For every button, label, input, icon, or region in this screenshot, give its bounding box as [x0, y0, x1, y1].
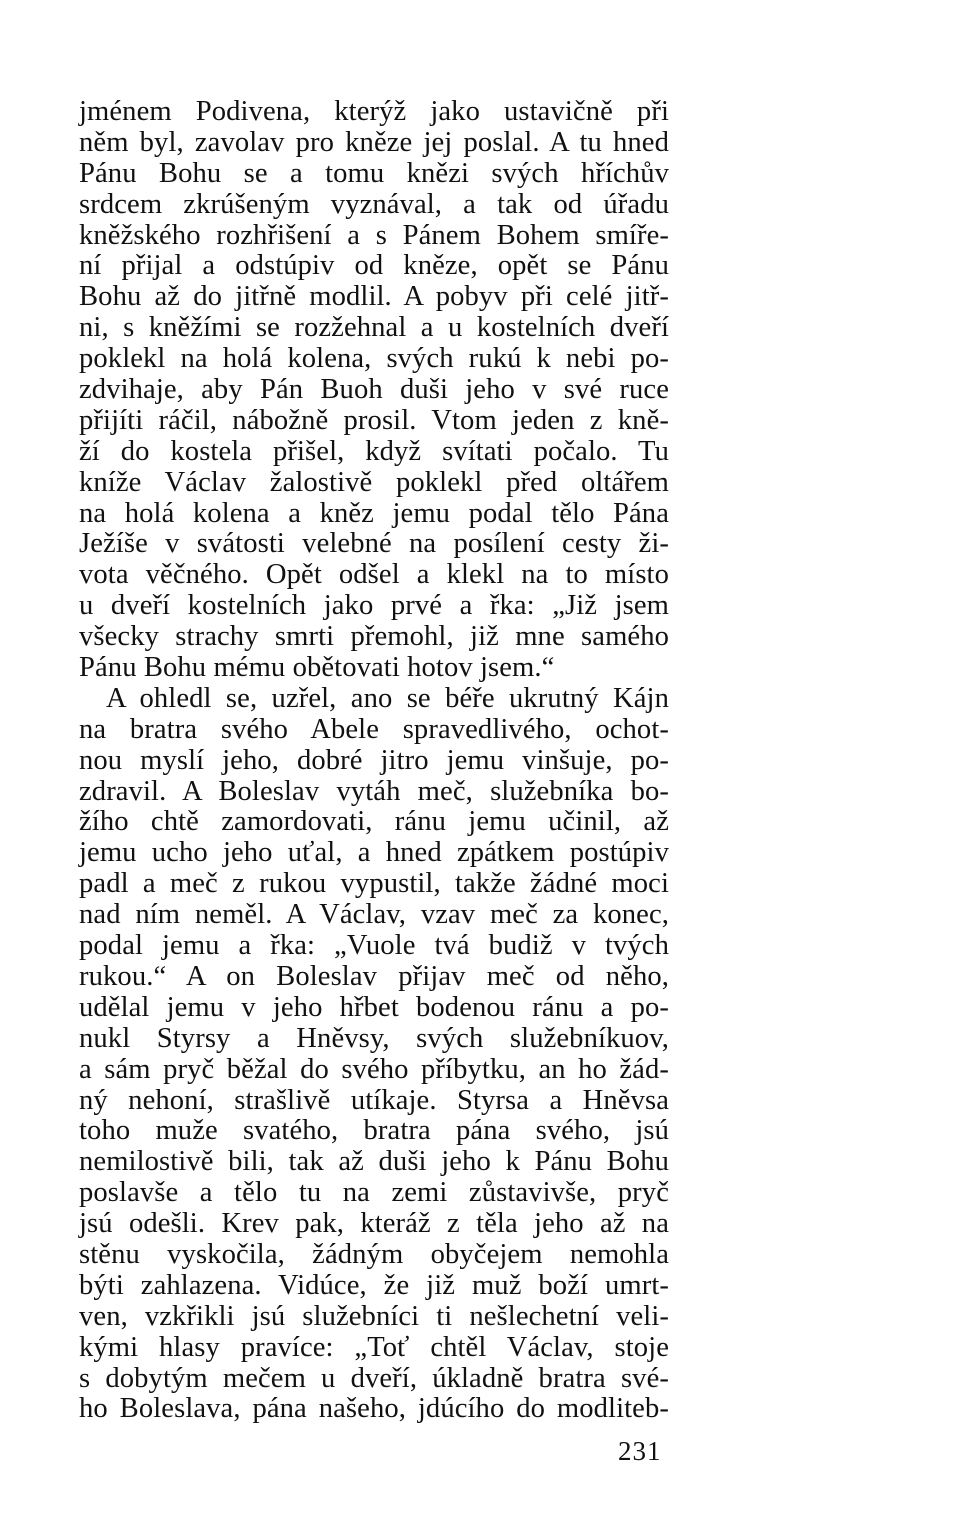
paragraph [79, 684, 669, 1425]
text-line: všecky strachy smrti přemohl, již mne samého [79, 621, 669, 653]
text-line: poklekl na holá kolena, svých rukú k nebi po- [79, 343, 669, 375]
text-line: kníže Václav žalostivě poklekl před oltářem [79, 466, 669, 498]
body-text [79, 97, 669, 1425]
text-line: něm byl, zavolav pro kněze jej poslal. A tu hned [79, 126, 669, 158]
text-line: býti zahlazena. Vidúce, že již muž boží umrt- [79, 1269, 669, 1301]
text-line: srdcem zkrúšeným vyznával, a tak od úřadu [79, 188, 669, 220]
text-line: vota věčného. Opět odšel a klekl na to místo [79, 559, 669, 591]
text-line: podal jemu a řka: „Vuole tvá budiž v tvých [79, 930, 669, 962]
text-line: zdravil. A Boleslav vytáh meč, služebníka bo- [79, 775, 669, 807]
text-line: kněžského rozhřišení a s Pánem Bohem smíře- [79, 219, 669, 251]
text-line: Pánu Bohu se a tomu knězi svých hříchův [79, 157, 669, 189]
text-line: kými hlasy pravíce: „Toť chtěl Václav, stoje [79, 1331, 669, 1363]
text-line: nad ním neměl. A Václav, vzav meč za konec, [79, 899, 669, 931]
text-line: na holá kolena a kněz jemu podal tělo Pána [79, 497, 669, 529]
text-line: přijíti ráčil, nábožně prosil. Vtom jeden z kně- [79, 404, 669, 436]
text-line: jemu ucho jeho uťal, a hned zpátkem postúpiv [79, 837, 669, 869]
text-line: nukl Styrsy a Hněvsy, svých služebníkuov, [79, 1022, 669, 1054]
text-line: poslavše a tělo tu na zemi zůstavivše, pryč [79, 1177, 669, 1209]
text-line: A ohledl se, uzřel, ano se béře ukrutný Kájn [106, 682, 669, 714]
text-line: nemilostivě bili, tak až duši jeho k Pánu Bohu [79, 1146, 669, 1178]
text-line: ní přijal a odstúpiv od kněze, opět se Pánu [79, 250, 669, 282]
text-line: jsú odešli. Krev pak, kteráž z těla jeho až na [79, 1208, 669, 1240]
text-line: ven, vzkřikli jsú služebníci ti nešlechetní veli- [79, 1300, 669, 1332]
text-line: na bratra svého Abele spravedlivého, ochot- [79, 713, 669, 745]
text-line: stěnu vyskočila, žádným obyčejem nemohla [79, 1238, 669, 1270]
text-line: žího chtě zamordovati, ránu jemu učinil, až [79, 806, 669, 838]
text-line: jménem Podivena, kterýž jako ustavičně při [79, 96, 669, 127]
text-line: padl a meč z rukou vypustil, takže žádné moci [79, 868, 669, 900]
text-line: Bohu až do jitřně modlil. A pobyv při celé jitř- [79, 281, 669, 313]
text-line: nou myslí jeho, dobré jitro jemu vinšuje, po- [79, 744, 669, 776]
text-line: ho Boleslava, pána našeho, jdúcího do modliteb- [79, 1393, 669, 1425]
paragraph [79, 97, 669, 684]
text-line: Pánu Bohu mému obětovati hotov jsem.“ [79, 652, 555, 684]
text-line: zdvihaje, aby Pán Buoh duši jeho v své ruce [79, 374, 669, 406]
text-line: s dobytým mečem u dveří, úkladně bratra své- [79, 1362, 669, 1394]
text-line: ný nehoní, strašlivě utíkaje. Styrsa a Hněvsa [79, 1084, 669, 1116]
text-line: udělal jemu v jeho hřbet bodenou ránu a po- [79, 991, 669, 1023]
text-line: u dveří kostelních jako prvé a řka: „Již jsem [79, 590, 669, 622]
text-line: ží do kostela přišel, když svítati počalo. Tu [79, 435, 669, 467]
text-line: ni, s kněžími se rozžehnal a u kostelních dveří [79, 312, 669, 344]
text-line: rukou.“ A on Boleslav přijav meč od něho, [79, 960, 669, 992]
text-line: a sám pryč běžal do svého příbytku, an ho žád- [79, 1053, 669, 1085]
text-line: toho muže svatého, bratra pána svého, jsú [79, 1115, 669, 1147]
page-number: 231 [618, 1436, 662, 1466]
text-line: Ježíše v svátosti velebné na posílení cesty ži- [79, 528, 669, 560]
